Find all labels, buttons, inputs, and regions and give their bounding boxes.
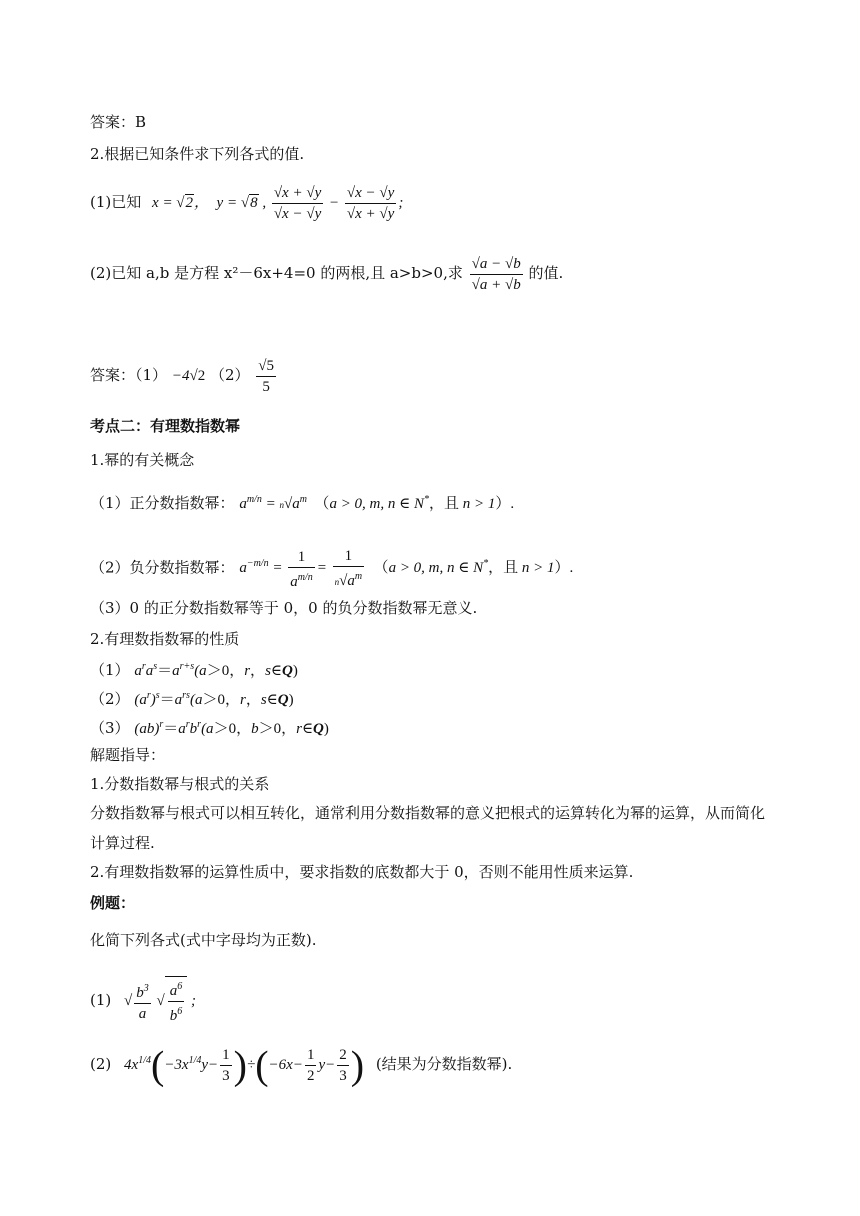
example-2-formula: $4x^{1/4}(-3x^{1/4}y-$ $\frac{1}{3}$ )÷(−6x− $\frac{1}{2}$ y− $\frac{2}{3}$ ) — [124, 1042, 365, 1088]
q2-part2-formula: $\frac{√a - √b}{√a + √b}$ — [471, 256, 521, 293]
q2-part1-formula: x = √2， y = √8 , $\frac{√x + √y}{√x - √y}$ − $\frac{√x - √y}{√x + √y}$ ; — [152, 185, 404, 222]
q2-answer-1: −4√2 — [171, 367, 206, 384]
tip-1-title: 1.分数指数幂与根式的关系 — [90, 775, 270, 793]
negative-exponent-formula: $a^{-m/n}$ = $\frac{1}{a^{m/n}}$ = $\frac{1}{n√a^m}$ （a > 0, m, n ∈ N*，且 n > 1）. — [239, 548, 574, 590]
example-title: 例题： — [90, 894, 136, 912]
property-2-formula: $(a^r)^s=a^{rs}(a>0$，r，s∈Q) — [134, 690, 294, 708]
property-2 — [90, 686, 294, 710]
positive-exponent-label: （1）正分数指数幂： — [90, 494, 235, 512]
q1-answer: 答案：B — [90, 113, 147, 131]
q2-answer — [90, 356, 278, 397]
example-2-label: (2) — [90, 1054, 112, 1073]
positive-exponent — [90, 490, 514, 515]
property-heading: 2.有理数指数幂的性质 — [90, 630, 240, 648]
property-1 — [90, 657, 298, 681]
q2-part2 — [90, 254, 563, 295]
example-1 — [90, 976, 196, 1026]
example-1-formula: √ $\frac{b^3}{a}$ √ $\frac{a^6}{b^6}$ ; — [124, 993, 196, 1009]
q2-part2-prefix: (2)已知 a,b 是方程 x²－6x+4=0 的两根,且 a>b>0,求 — [90, 263, 463, 282]
q2-answer-2: $\frac{√5}{5}$ — [258, 358, 275, 395]
property-3 — [90, 715, 329, 739]
q2-answer-prefix: 答案：（1） — [90, 365, 168, 384]
tip-2: 2.有理数指数幂的运算性质中，要求指数的底数都大于 0，否则不能用性质来运算. — [90, 863, 634, 881]
example-2 — [90, 1042, 513, 1088]
tip-1-body-a: 分数指数幂与根式可以相互转化，通常利用分数指数幂的意义把根式的运算转化为幂的运算，从而简化 — [90, 804, 766, 822]
q2-part2-suffix: 的值. — [528, 263, 564, 282]
section-title: 考点二：有理数指数幂 — [90, 417, 241, 435]
q2-part1 — [90, 183, 403, 224]
q2-part1-prefix: (1)已知 — [90, 192, 142, 211]
example-2-suffix: (结果为分数指数幂). — [375, 1054, 513, 1073]
property-2-label: （2） — [90, 690, 130, 708]
tip-1-body-b: 计算过程. — [90, 834, 155, 852]
q2-title: 2.根据已知条件求下列各式的值. — [90, 145, 305, 163]
property-3-formula: $(ab)^r=a^rb^r(a>0$，b＞0，r∈Q) — [134, 719, 329, 737]
property-1-label: （1） — [90, 661, 130, 679]
example-1-label: (1) — [90, 990, 112, 1009]
concept-heading: 1.幂的有关概念 — [90, 451, 195, 469]
example-intro: 化简下列各式(式中字母均为正数). — [90, 931, 317, 949]
negative-exponent — [90, 546, 573, 592]
positive-exponent-formula: $a^{m/n} = n√a^m$ （a > 0, m, n ∈ N*，且 n > 1）. — [239, 494, 515, 512]
tips-title: 解题指导： — [90, 746, 166, 764]
q2-answer-mid: （2） — [209, 365, 250, 384]
property-1-formula: $a^ra^s=a^{r+s}(a>0$，r，s∈Q) — [134, 661, 298, 679]
negative-exponent-label: （2）负分数指数幂： — [90, 558, 235, 577]
zero-exponent-note: （3）0 的正分数指数幂等于 0，0 的负分数指数幂无意义. — [90, 599, 478, 617]
property-3-label: （3） — [90, 719, 130, 737]
